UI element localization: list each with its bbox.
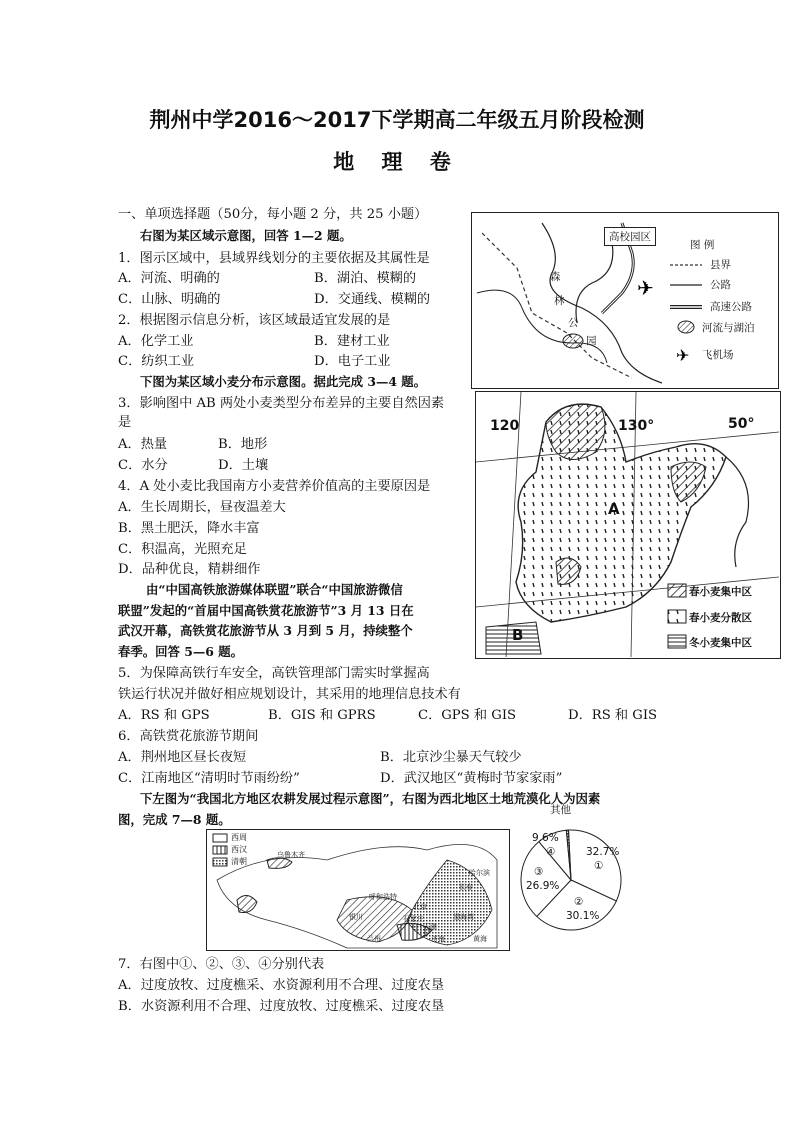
option: C．水分 xyxy=(118,458,168,473)
legend-county: 县界 xyxy=(710,259,731,271)
legend-qing: 清朝 xyxy=(231,857,247,866)
city-label: 石家庄 xyxy=(403,915,424,923)
question-5: 5．为保障高铁行车安全，高铁管理部门需实时掌握高 xyxy=(118,666,430,681)
option: A．河流、明确的 xyxy=(118,271,220,286)
option: A．化学工业 xyxy=(118,334,194,349)
question-7: 7．右图中①、②、③、④分别代表 xyxy=(118,957,325,972)
option: A．过度放牧、过度樵采、水资源利用不合理、过度农垦 xyxy=(118,978,445,993)
legend-road: 公路 xyxy=(710,279,731,291)
option: A．RS 和 GPS xyxy=(118,708,210,723)
pie-value-1: 32.7% xyxy=(586,846,620,858)
legend-spring-concentrated: 春小麦集中区 xyxy=(689,586,752,598)
question-3-cont: 是 xyxy=(118,415,132,430)
option: B．水资源利用不合理、过度放牧、过度樵采、过度农垦 xyxy=(118,999,445,1014)
pie-value-4: 9.6% xyxy=(532,832,559,844)
question-4: 4．A 处小麦比我国南方小麦营养价值高的主要原因是 xyxy=(118,479,431,494)
passage: 春季。回答 5—6 题。 xyxy=(118,644,243,659)
option: B．北京沙尘暴天气较少 xyxy=(380,750,522,765)
city-label: 黄海 xyxy=(473,935,487,943)
campus-label: 高校园区 xyxy=(604,227,656,246)
option: C．纺织工业 xyxy=(118,354,195,369)
question-6: 6．高铁赏花旅游节期间 xyxy=(118,729,259,744)
pie-value-2: 30.1% xyxy=(566,910,600,922)
option: B．湖泊、模糊的 xyxy=(314,271,417,286)
option: C．GPS 和 GIS xyxy=(418,708,517,723)
legend-western-zhou: 西周 xyxy=(231,833,247,842)
option: D．RS 和 GIS xyxy=(568,708,658,723)
page-subtitle: 地 理 卷 xyxy=(333,150,461,174)
forest-label: 森 xyxy=(550,271,561,283)
question-1: 1．图示区域中，县域界线划分的主要依据及其属性是 xyxy=(118,251,430,266)
airplane-icon: ✈ xyxy=(637,276,654,300)
option: D．品种优良，精耕细作 xyxy=(118,562,261,577)
latitude-50: 50° xyxy=(728,416,755,432)
page-title: 荆州中学2016～2017下学期高二年级五月阶段检测 xyxy=(149,108,645,132)
pie-svg xyxy=(516,800,626,950)
legend-title: 图 例 xyxy=(690,239,715,251)
legend-spring-scattered: 春小麦分散区 xyxy=(689,612,752,624)
pie-label-other: 其他 xyxy=(550,804,571,816)
option: D．武汉地区“黄梅时节家家雨” xyxy=(380,771,563,786)
question-3: 3．影响图中 AB 两处小麦类型分布差异的主要自然因素 xyxy=(118,396,445,411)
option: C．江南地区“清明时节雨纷纷” xyxy=(118,771,300,786)
city-label: 乌鲁木齐 xyxy=(277,851,305,859)
pie-category-1: ① xyxy=(594,860,604,872)
legend-river: 河流与湖泊 xyxy=(702,322,755,334)
option: D．交通线、模糊的 xyxy=(314,292,431,307)
option: B．地形 xyxy=(218,437,268,452)
option: D．电子工业 xyxy=(314,354,391,369)
longitude-120: 120 xyxy=(490,418,520,434)
wheat-map xyxy=(475,391,781,659)
instruction: 下左图为“我国北方地区农耕发展过程示意图”，右图为西北地区土地荒漠化人为因素 xyxy=(140,791,601,806)
legend-airport: 飞机场 xyxy=(702,349,734,361)
region-map xyxy=(471,212,779,389)
option: C．山脉、明确的 xyxy=(118,292,221,307)
instruction: 图，完成 7—8 题。 xyxy=(118,812,231,827)
city-label: 济南 xyxy=(431,935,445,943)
city-label: 北京 xyxy=(413,903,427,911)
farming-map xyxy=(206,829,510,951)
point-a: A xyxy=(608,500,620,518)
longitude-130: 130° xyxy=(618,418,655,434)
legend-winter-concentrated: 冬小麦集中区 xyxy=(689,637,752,649)
option: A．热量 xyxy=(118,437,168,452)
passage: 联盟”发起的“首届中国高铁赏花旅游节”3 月 13 日在 xyxy=(118,603,414,618)
park-label: 园 xyxy=(586,335,597,347)
pie-category-4: ④ xyxy=(546,846,556,858)
pie-category-2: ② xyxy=(574,896,584,908)
passage: 由“中国高铁旅游媒体联盟”联合“中国旅游微信 xyxy=(146,582,403,597)
option: A．生长周期长，昼夜温差大 xyxy=(118,500,286,515)
city-label: 呼和浩特 xyxy=(369,893,397,901)
pie-category-3: ③ xyxy=(534,866,544,878)
city-label: 银川 xyxy=(349,913,363,921)
option: B．黑土肥沃，降水丰富 xyxy=(118,521,260,536)
legend-western-han: 西汉 xyxy=(231,845,247,854)
section-heading: 一、单项选择题（50分，每小题 2 分，共 25 小题） xyxy=(118,207,428,222)
question-5-cont: 铁运行状况并做好相应规划设计，其采用的地理信息技术有 xyxy=(118,687,461,702)
instruction: 右图为某区域示意图，回答 1—2 题。 xyxy=(140,228,352,243)
city-label: 长春 xyxy=(459,883,473,891)
city-label: 哈尔滨 xyxy=(469,869,490,877)
city-label: 渤海湾 xyxy=(453,913,474,921)
option: D．土壤 xyxy=(218,458,269,473)
city-label: 兰州 xyxy=(367,935,381,943)
city-label: 天津 xyxy=(423,923,437,931)
pie-value-3: 26.9% xyxy=(526,880,560,892)
option: B．GIS 和 GPRS xyxy=(268,708,376,723)
option: A．荆州地区昼长夜短 xyxy=(118,750,247,765)
airport-legend-icon: ✈ xyxy=(676,346,690,365)
passage: 武汉开幕，高铁赏花旅游节从 3 月到 5 月，持续整个 xyxy=(118,623,413,638)
option: B．建材工业 xyxy=(314,334,390,349)
park-label: 公 xyxy=(568,317,579,329)
desertification-pie xyxy=(516,800,626,950)
instruction: 下图为某区域小麦分布示意图。据此完成 3—4 题。 xyxy=(140,374,427,389)
question-2: 2．根据图示信息分析，该区域最适宜发展的是 xyxy=(118,313,391,328)
point-b: B xyxy=(512,626,524,644)
option: C．积温高，光照充足 xyxy=(118,542,247,557)
legend-highway: 高速公路 xyxy=(710,301,752,313)
forest-label: 林 xyxy=(554,295,565,307)
